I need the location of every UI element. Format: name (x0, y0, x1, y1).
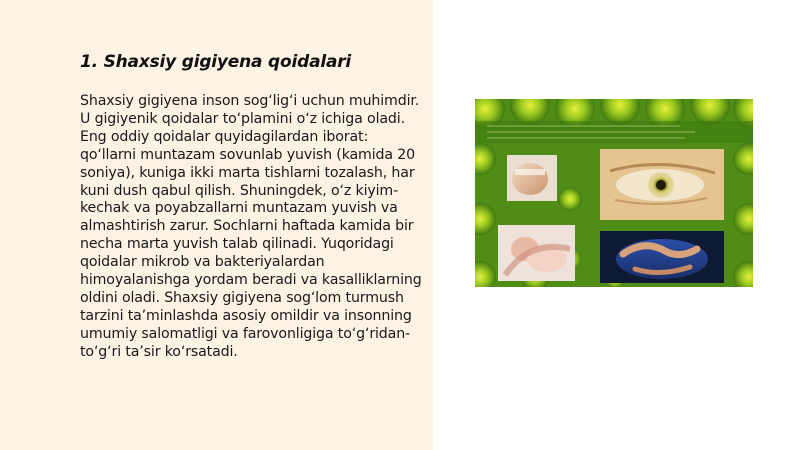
photo-belly (507, 155, 557, 201)
hygiene-collage-image (475, 99, 753, 287)
photo-eye (600, 149, 724, 220)
photo-stomach-ache (600, 231, 724, 283)
slide-body-text: Shaxsiy gigiyena inson sog‘lig‘i uchun muhimdir. U gigiyenik qoidalar to‘plamini o‘z ichiga oladi. Eng oddiy qoidalar quyidagilardan iborat: qo‘llarni muntazam sovunlab yuvish (kamida 20 soniya), kuniga ikki marta tishlarni tozalash, har kuni dush qabul qilish. Shuningdek, o‘z kiyim-kechak va poyabzallarni muntazam yuvish va almashtirish zarur. Sochlarni haftada kamida bir necha marta yuvish talab qilinadi. Yuqoridagi qoidalar mikrob va bakteriyalardan himoyalanishga yordam beradi va kasalliklarning oldini oladi. Shaxsiy gigiyena sog‘lom turmush tarzini ta’minlashda asosiy omildir va insonning umumiy salomatligi va farovonligiga to‘g‘ridan-to‘g‘ri ta’sir ko‘rsatadi. (80, 93, 422, 360)
slide-title: 1. Shaxsiy gigiyena qoidalari (80, 52, 352, 72)
photo-mother-child (498, 225, 575, 281)
